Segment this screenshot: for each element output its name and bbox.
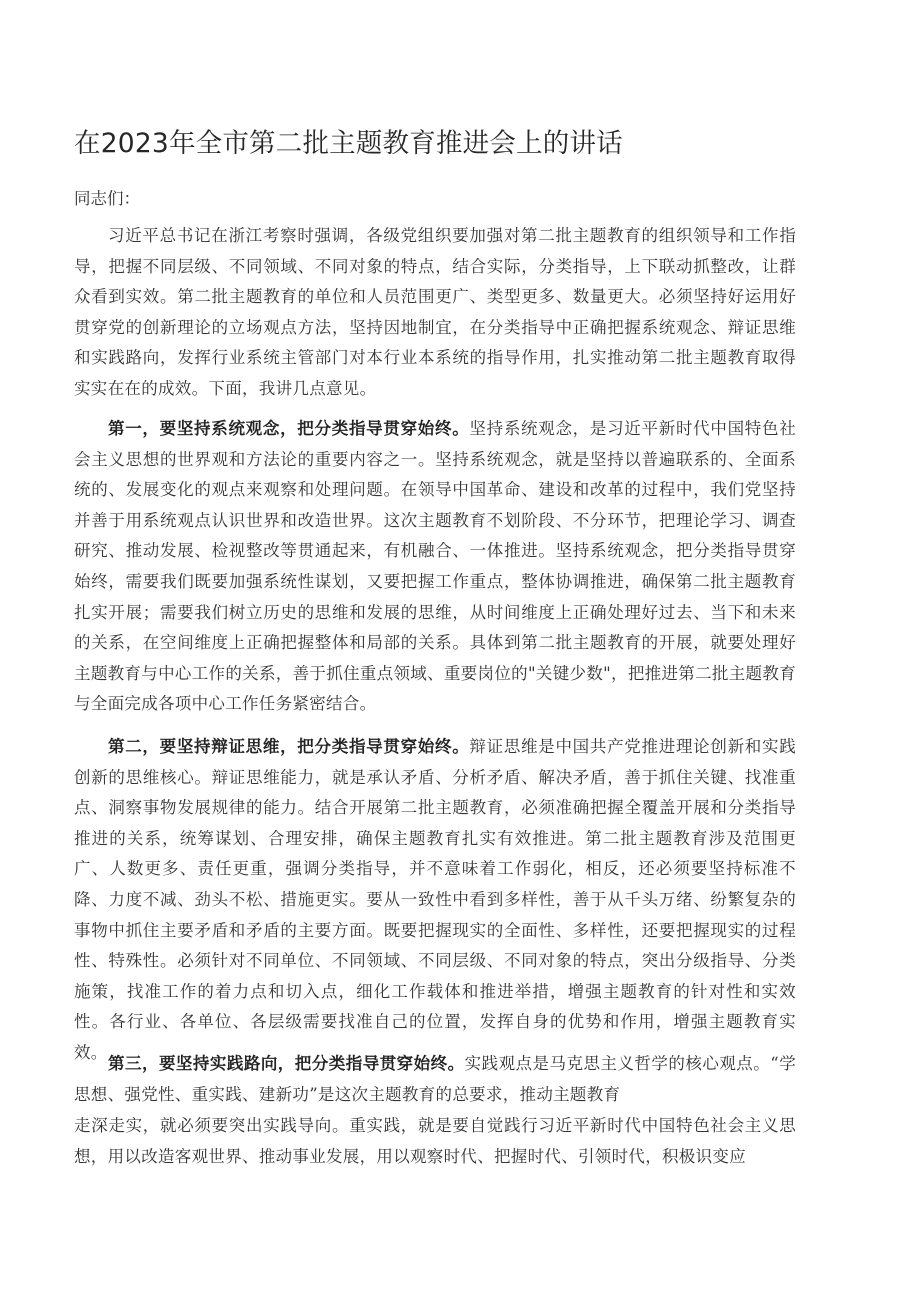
paragraph-body: 走深走实，就必须要突出实践导向。重实践，就是要自觉践行习近平新时代中国特色社会主义思想，用以改造客观世界、推动事业发展，用以观察时代、把握时代、引领时代，积极识变应 xyxy=(74,1116,796,1166)
paragraph-second-point xyxy=(74,732,796,1069)
paragraph-lead: 第三，要坚持实践路向，把分类指导贯穿始终。 xyxy=(108,1054,465,1073)
paragraph-third-point xyxy=(74,1049,796,1110)
greeting: 同志们： xyxy=(74,189,140,208)
paragraph-lead: 第二，要坚持辩证思维，把分类指导贯穿始终。 xyxy=(108,737,470,756)
paragraph-intro xyxy=(74,221,796,405)
paragraph-body: 实践观点是马克思主义哲学的核心观点。“学思想、强党性、重实践、建新功”是这次主题教育的总要求，推动主题教育 xyxy=(74,1054,796,1104)
document-title: 在2023年全市第二批主题教育推进会上的讲话 xyxy=(74,128,623,159)
paragraph-body: 辩证思维是中国共产党推进理论创新和实践创新的思维核心。辩证思维能力，就是承认矛盾、分析矛盾、解决矛盾，善于抓住关键、找准重点、洞察事物发展规律的能力。结合开展第二批主题教育，必须准确把握全覆盖开展和分类指导推进的关系，统筹谋划、合理安排，确保主题教育扎实有效推进。第二批主题教育涉及范围更广、人数更多、责任更重，强调分类指导，并不意味着工作弱化，相反，还必须要坚持标准不降、力度不减、劲头不松、措施更实。要从一致性中看到多样性，善于从千头万绪、纷繁复杂的事物中抓住主要矛盾和矛盾的主要方面。既要把握现实的全面性、多样性，还要把握现实的过程性、特殊性。必须针对不同单位、不同领域、不同层级、不同对象的特点，突出分级指导、分类施策，找准工作的着力点和切入点，细化工作载体和推进举措，增强主题教育的针对性和实效性。各行业、各单位、各层级需要找准自己的位置，发挥自身的优势和作用，增强主题教育实效。 xyxy=(74,737,796,1062)
paragraph-body: 习近平总书记在浙江考察时强调，各级党组织要加强对第二批主题教育的组织领导和工作指导，把握不同层级、不同领域、不同对象的特点，结合实际，分类指导，上下联动抓整改，让群众看到实效。第二批主题教育的单位和人员范围更广、类型更多、数量更大。必须坚持好运用好贯穿党的创新理论的立场观点方法，坚持因地制宜，在分类指导中正确把握系统观念、辩证思维和实践路向，发挥行业系统主管部门对本行业本系统的指导作用，扎实推动第二批主题教育取得实实在在的成效。下面，我讲几点意见。 xyxy=(74,226,796,398)
paragraph-body: 坚持系统观念，是习近平新时代中国特色社会主义思想的世界观和方法论的重要内容之一。坚持系统观念，就是坚持以普遍联系的、全面系统的、发展变化的观点来观察和处理问题。在领导中国革命、建设和改革的过程中，我们党坚持并善于用系统观点认识世界和改造世界。这次主题教育不划阶段、不分环节，把理论学习、调查研究、推动发展、检视整改等贯通起来，有机融合、一体推进。坚持系统观念，把分类指导贯穿始终，需要我们既要加强系统性谋划，又要把握工作重点，整体协调推进，确保第二批主题教育扎实开展；需要我们树立历史的思维和发展的思维，从时间维度上正确处理好过去、当下和未来的关系，在空间维度上正确把握整体和局部的关系。具体到第二批主题教育的开展，就要处理好主题教育与中心工作的关系，善于抓住重点领域、重要岗位的"关键少数"，把推进第二批主题教育与全面完成各项中心工作任务紧密结合。 xyxy=(74,419,796,714)
paragraph-first-point xyxy=(74,414,796,720)
paragraph-lead: 第一，要坚持系统观念，把分类指导贯穿始终。 xyxy=(108,419,470,438)
paragraph-continuation xyxy=(74,1111,796,1172)
